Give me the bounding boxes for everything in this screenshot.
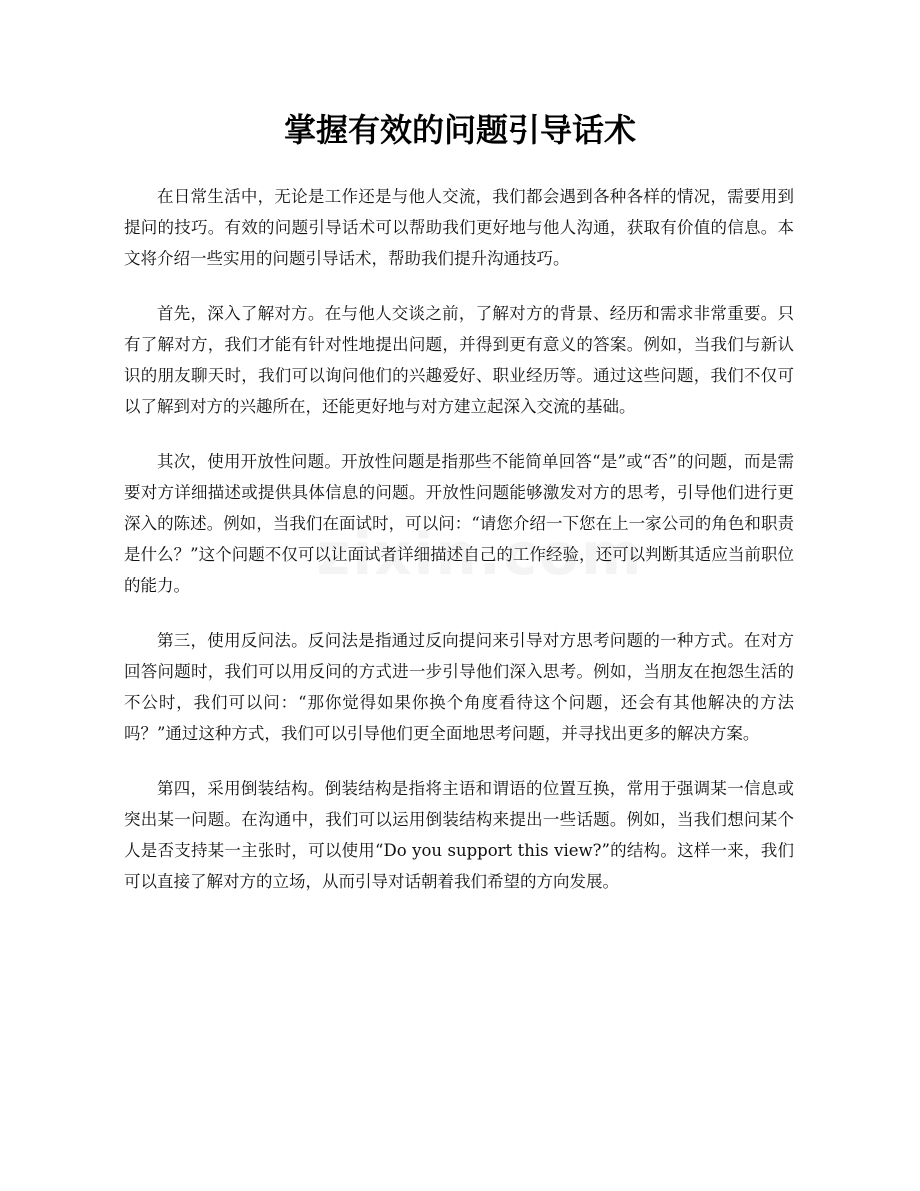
document-body (124, 181, 794, 921)
paragraph-intro: 在日常生活中，无论是工作还是与他人交流，我们都会遇到各种各样的情况，需要用到提问的技巧。有效的问题引导话术可以帮助我们更好地与他人沟通，获取有价值的信息。本文将介绍一些实用的问题引导话术，帮助我们提升沟通技巧。 (124, 187, 794, 268)
paragraph-inverted-structure: 第四，采用倒装结构。倒装结构是指将主语和谓语的位置互换，常用于强调某一信息或突出某一问题。在沟通中，我们可以运用倒装结构来提出一些话题。例如，当我们想问某个人是否支持某一主张时，可以使用“Do you support this view?”的结构。这样一来，我们可以直接了解对方的立场，从而引导对话朝着我们希望的方向发展。 (124, 779, 794, 891)
paragraph-understand-other: 首先，深入了解对方。在与他人交谈之前，了解对方的背景、经历和需求非常重要。只有了解对方，我们才能有针对性地提出问题，并得到更有意义的答案。例如，当我们与新认识的朋友聊天时，我们可以询问他们的兴趣爱好、职业经历等。通过这些问题，我们不仅可以了解到对方的兴趣所在，还能更好地与对方建立起深入交流的基础。 (124, 304, 794, 416)
paragraph-rhetorical-questions: 第三，使用反问法。反问法是指通过反向提问来引导对方思考问题的一种方式。在对方回答问题时，我们可以用反问的方式进一步引导他们深入思考。例如，当朋友在抱怨生活的不公时，我们可以问：“那你觉得如果你换个角度看待这个问题，还会有其他解决的方法吗？”通过这种方式，我们可以引导他们更全面地思考问题，并寻找出更多的解决方案。 (124, 631, 794, 743)
paragraph-open-questions: 其次，使用开放性问题。开放性问题是指那些不能简单回答“是”或“否”的问题，而是需要对方详细描述或提供具体信息的问题。开放性问题能够激发对方的思考，引导他们进行更深入的陈述。例如，当我们在面试时，可以问：“请您介绍一下您在上一家公司的角色和职责是什么？”这个问题不仅可以让面试者详细描述自己的工作经验，还可以判断其适应当前职位的能力。 (124, 452, 794, 595)
document-title: 掌握有效的问题引导话术 (283, 111, 636, 149)
